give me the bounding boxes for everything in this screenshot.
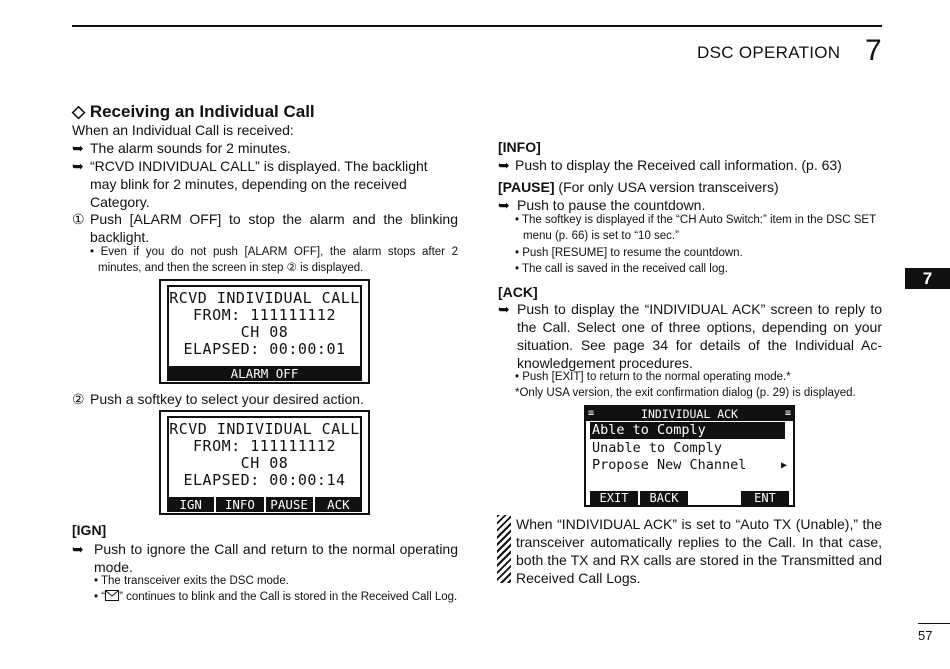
header-rule — [72, 25, 882, 27]
chapter-number: 7 — [865, 34, 882, 67]
arrow-icon: ➥ — [498, 197, 510, 213]
lcd-content — [167, 285, 362, 367]
softkey-bar — [167, 497, 362, 512]
note-text: ” continues to blink and the Call is stored in the Received Call Log. — [119, 591, 458, 603]
lcd-screen-alarm — [159, 279, 370, 384]
arrow-icon: ➥ — [72, 541, 84, 557]
softkey-ign[interactable]: IGN — [179, 497, 202, 512]
note-hatch-icon — [497, 515, 511, 583]
pause-suffix: (For only USA version transceivers) — [554, 179, 779, 195]
menu-icon: ≡ — [784, 408, 791, 419]
chevron-right-icon: ▶ — [780, 460, 787, 471]
ack-text: Push to display the “INDIVIDUAL ACK” screen to reply to the Call. Select one of three options, depending on your situation. See page 34 for details of the Individual Ac-knowledgement procedures. — [517, 301, 882, 371]
step-text: Push a softkey to select your desired action. — [90, 391, 364, 407]
arrow-icon: ➥ — [498, 301, 510, 317]
info-text: Push to display the Received call information. (p. 63) — [515, 157, 842, 173]
page-number: 57 — [918, 628, 933, 643]
softkey-ack[interactable]: ACK — [313, 497, 362, 512]
pause-text: Push to pause the countdown. — [517, 197, 706, 213]
heading-text: Receiving an Individual Call — [89, 102, 315, 121]
lcd-screen-individual-ack — [584, 405, 795, 507]
lcd-line: CH 08 — [240, 454, 289, 472]
menu-icon: ≡ — [588, 408, 595, 419]
arrow-icon: ➥ — [72, 140, 84, 156]
ack-option-unable[interactable]: Unable to Comply — [592, 440, 723, 456]
lcd-screen-actions — [159, 410, 370, 515]
pause-heading — [498, 178, 779, 196]
softkey-bar — [167, 366, 362, 381]
step-1-note: • Even if you do not push [ALARM OFF], the alarm stops after 2 minutes, and then the screen in step ② is displayed. — [90, 246, 458, 274]
lcd-line: ELAPSED: 00:00:01 — [183, 340, 346, 358]
arrow-icon: ➥ — [498, 157, 510, 173]
note-text: • “ — [94, 591, 106, 603]
lcd-line: RCVD INDIVIDUAL CALL — [169, 420, 360, 438]
ign-desc — [72, 540, 458, 576]
ack-option-able[interactable]: Able to Comply — [590, 422, 785, 439]
ack-note-1: • Push [EXIT] to return to the normal operating mode.* — [515, 371, 791, 383]
pause-note-3: • The call is saved in the received call log. — [515, 263, 728, 275]
bullet-text: “RCVD INDIVIDUAL CALL” is displayed. The backlight may blink for 2 minutes, depending on the received Category. — [90, 158, 428, 210]
bullet-display — [72, 157, 458, 211]
ign-note-1: • The transceiver exits the DSC mode. — [94, 575, 289, 587]
ign-note-2 — [94, 589, 458, 605]
pause-label: [PAUSE] — [498, 179, 555, 195]
lcd-line: FROM: 111111112 — [193, 437, 336, 455]
softkey-ent[interactable]: ENT — [741, 491, 789, 505]
step-2 — [72, 390, 458, 408]
softkey-alarm-off[interactable]: ALARM OFF — [230, 366, 299, 381]
info-desc — [498, 156, 882, 174]
lcd-line: FROM: 111111112 — [193, 306, 336, 324]
step-number: ② — [72, 391, 85, 407]
lcd-content — [167, 416, 362, 498]
ign-label: [IGN] — [72, 522, 107, 538]
ack-desc — [498, 300, 882, 372]
step-1 — [72, 210, 458, 246]
arrow-icon: ➥ — [72, 158, 84, 174]
envelope-icon — [105, 590, 119, 601]
section-title: DSC OPERATION — [697, 43, 841, 62]
option-label: Propose New Channel — [592, 457, 747, 473]
ack-note-2: *Only USA version, the exit confirmation dialog (p. 29) is displayed. — [515, 387, 856, 399]
ack-title-bar — [586, 407, 793, 421]
info-label: [INFO] — [498, 139, 541, 155]
bullet-alarm — [72, 139, 458, 157]
footer-rule — [918, 623, 950, 624]
chapter-tab: 7 — [905, 268, 950, 289]
ack-option-propose[interactable] — [590, 457, 785, 474]
softkey-info[interactable]: INFO — [214, 497, 263, 512]
ack-softkey-bar — [586, 491, 793, 505]
ack-label: [ACK] — [498, 284, 538, 300]
auto-tx-note: When “INDIVIDUAL ACK” is set to “Auto TX (Unable),” the transceiver automatically replies to the Call. In that case, both the TX and RX calls are stored in the Transmitted and Received Call Logs. — [516, 516, 882, 586]
softkey-exit[interactable]: EXIT — [590, 491, 638, 505]
pause-note-2: • Push [RESUME] to resume the countdown. — [515, 247, 743, 259]
softkey-pause[interactable]: PAUSE — [264, 497, 313, 512]
bullet-text: The alarm sounds for 2 minutes. — [90, 140, 291, 156]
ign-text: Push to ignore the Call and return to the normal operating mode. — [94, 541, 458, 575]
ack-title: INDIVIDUAL ACK — [641, 407, 738, 421]
lcd-line: CH 08 — [240, 323, 289, 341]
lcd-line: ELAPSED: 00:00:14 — [183, 471, 346, 489]
diamond-icon: ◇ — [72, 102, 86, 121]
pause-note-1: • The softkey is displayed if the “CH Auto Switch:” item in the DSC SET menu (p. 66) is set to “10 sec.” — [515, 214, 876, 242]
softkey-back[interactable]: BACK — [640, 491, 688, 505]
step-text: Push [ALARM OFF] to stop the alarm and the blinking backlight. — [90, 211, 458, 245]
step-number: ① — [72, 211, 85, 227]
lcd-line: RCVD INDIVIDUAL CALL — [169, 289, 360, 307]
intro-text: When an Individual Call is received: — [72, 122, 294, 138]
section-heading — [72, 102, 315, 122]
